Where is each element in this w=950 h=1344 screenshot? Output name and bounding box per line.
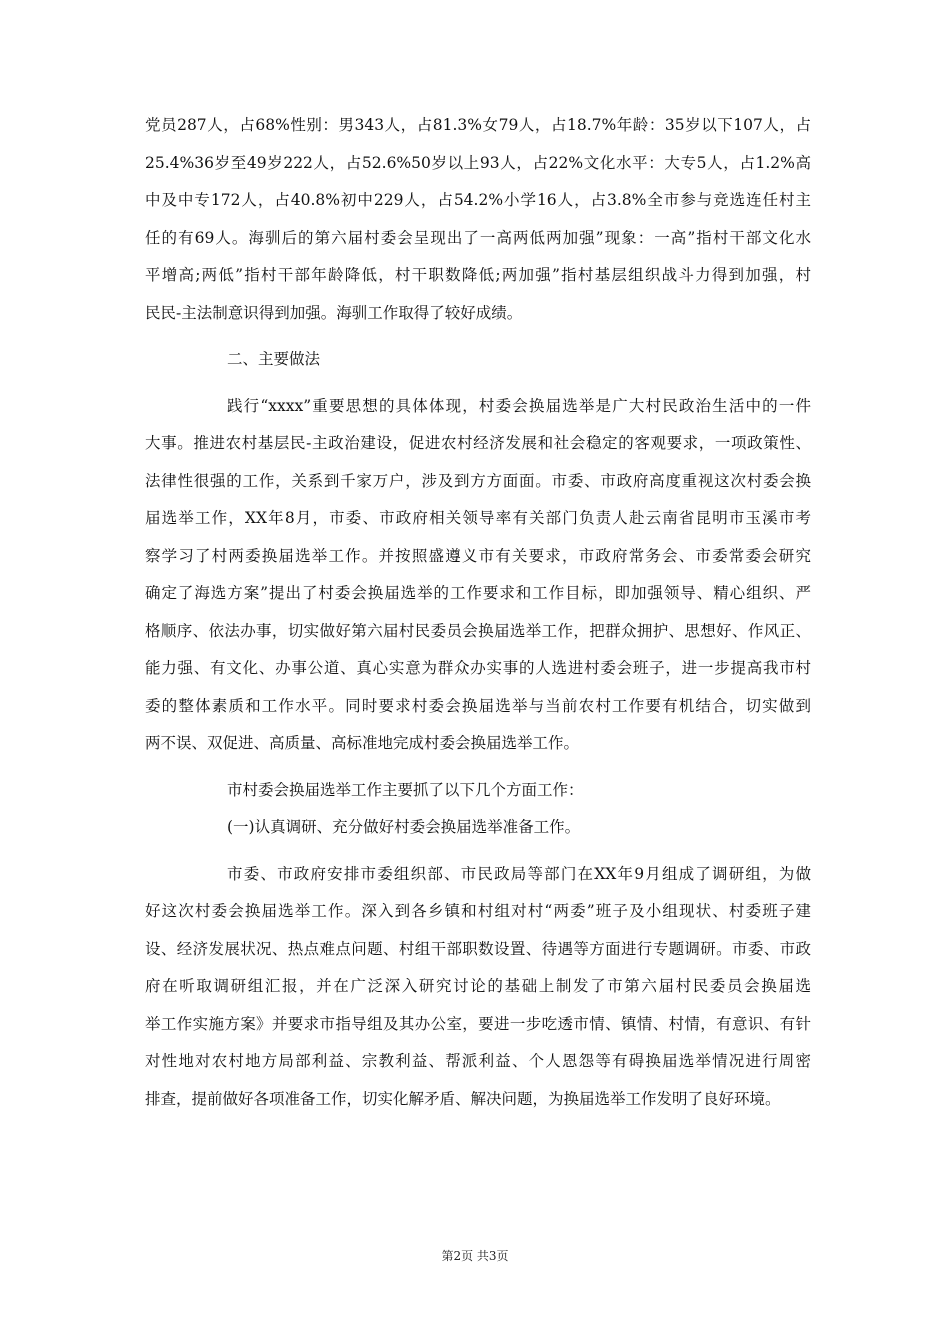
paragraph-line: 府在听取调研组汇报，并在广泛深入研究讨论的基础上制发了市第六届村民委员会换届选 (145, 977, 811, 995)
paragraph-line: 好这次村委会换届选举工作。深入到各乡镇和村组对村“两委”班子及小组现状、村委班子建 (145, 902, 811, 920)
subsection-heading: (一)认真调研、充分做好村委会换届选举准备工作。 (227, 818, 581, 836)
paragraph-line: 对性地对农村地方局部利益、宗教利益、帮派利益、个人恩怨等有碍换届选举情况进行周密 (145, 1052, 811, 1070)
paragraph-line: 市委、市政府安排市委组织部、市民政局等部门在XX年9月组成了调研组，为做 (227, 864, 811, 883)
paragraph-line: 党员287人，占68%性别：男343人，占81.3%女79人，占18.7%年龄：35岁以下107人，占 (145, 116, 811, 134)
paragraph-line: 践行“xxxx”重要思想的具体体现，村委会换届选举是广大村民政治生活中的一件 (227, 396, 811, 415)
paragraph-line: 格顺序、依法办事，切实做好第六届村民委员会换届选举工作，把群众拥护、思想好、作风正、 (145, 621, 811, 640)
paragraph-line: 25.4%36岁至49岁222人，占52.6%50岁以上93人，占22%文化水平：大专5人，占1.2%高 (145, 153, 811, 172)
paragraph-line: 设、经济发展状况、热点难点问题、村组干部职数设置、待遇等方面进行专题调研。市委、市政 (145, 939, 811, 958)
paragraph-line: 市村委会换届选举工作主要抓了以下几个方面工作： (227, 780, 584, 799)
paragraph-line: 法律性很强的工作，关系到千家万户，涉及到方方面面。市委、市政府高度重视这次村委会换 (145, 471, 811, 490)
paragraph-line: 确定了海选方案”提出了村委会换届选举的工作要求和工作目标，即加强领导、精心组织、严 (145, 584, 811, 602)
paragraph-line: 察学习了村两委换届选举工作。并按照盛遵义市有关要求，市政府常务会、市委常委会研究 (145, 546, 811, 565)
paragraph-line: 能力强、有文化、办事公道、真心实意为群众办实事的人选进村委会班子，进一步提高我市村 (145, 659, 811, 677)
document-body (145, 107, 811, 1118)
paragraph-line: 两不误、双促进、高质量、高标准地完成村委会换届选举工作。 (145, 734, 580, 752)
page-number-footer: 第2页 共3页 (441, 1249, 509, 1263)
paragraph-line: 届选举工作，XX年8月，市委、市政府相关领导率有关部门负责人赴云南省昆明市玉溪市考 (145, 509, 811, 527)
section-heading: 二、主要做法 (227, 350, 321, 368)
paragraph-line: 排查，提前做好各项准备工作，切实化解矛盾、解决问题，为换届选举工作发明了良好环境。 (145, 1089, 781, 1108)
paragraph-line: 举工作实施方案》并要求市指导组及其办公室，要进一步吃透市情、镇情、村情，有意识、有针 (145, 1014, 811, 1033)
paragraph-line: 大事。推进农村基层民-主政治建设，促进农村经济发展和社会稳定的客观要求，一项政策性、 (145, 434, 811, 452)
paragraph-line: 任的有69人。海驯后的第六届村委会呈现出了一高两低两加强”现象：一高”指村干部文化水 (145, 228, 811, 247)
paragraph-line: 中及中专172人，占40.8%初中229人，占54.2%小学16人，占3.8%全市参与竞选连任村主 (145, 191, 811, 209)
paragraph-line: 平增高;两低”指村干部年龄降低，村干职数降低;两加强”指村基层组织战斗力得到加强，村 (145, 266, 811, 284)
paragraph-line: 委的整体素质和工作水平。同时要求村委会换届选举与当前农村工作要有机结合，切实做到 (145, 696, 811, 715)
paragraph-line: 民民-主法制意识得到加强。海驯工作取得了较好成绩。 (145, 303, 523, 322)
